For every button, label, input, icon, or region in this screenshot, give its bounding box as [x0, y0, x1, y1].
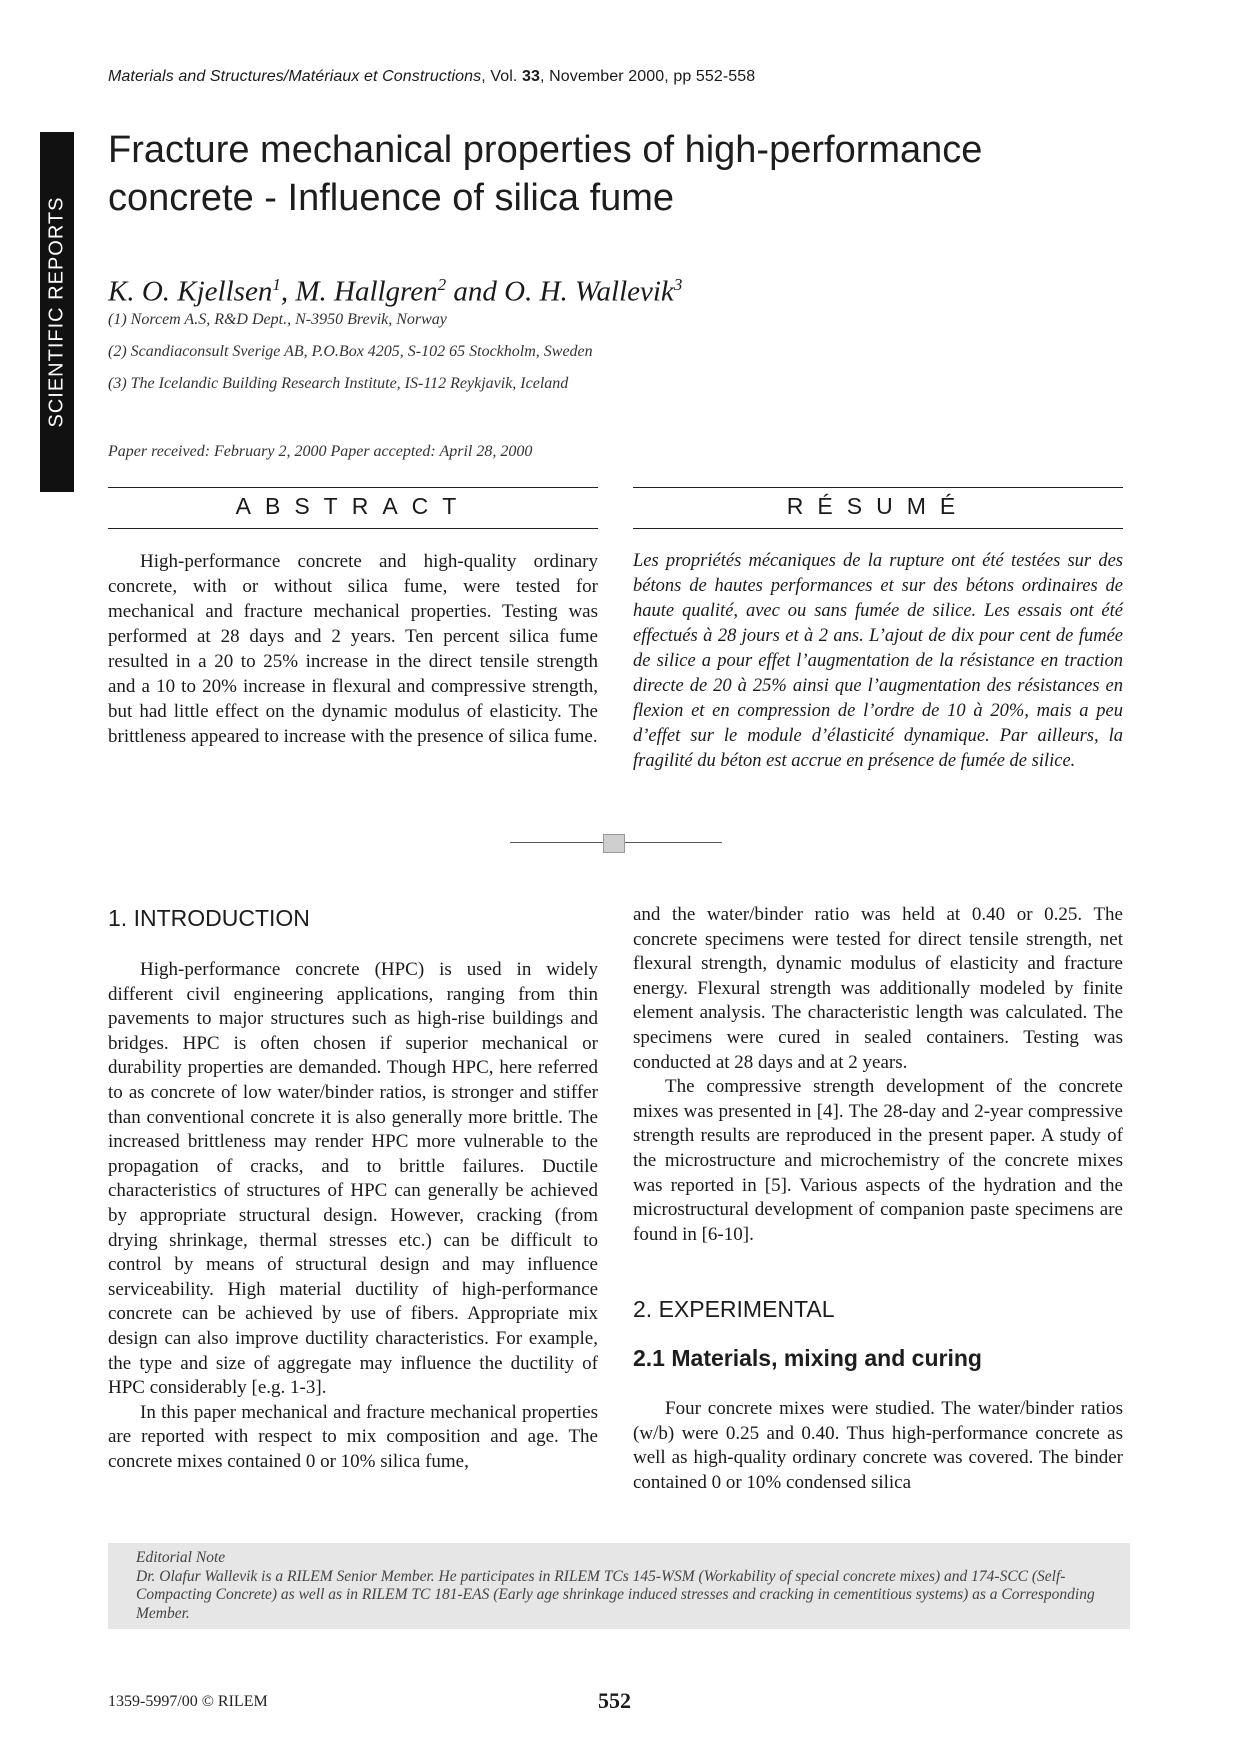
intro-paragraph-2: In this paper mechanical and fracture mechanical properties are reported with respect to mix composition and age. The concrete mixes contained 0 or 10% silica fume,	[108, 1401, 598, 1472]
journal-issue-pages: , November 2000, pp 552-558	[540, 68, 756, 85]
materials-paragraph-1: Four concrete mixes were studied. The water/binder ratios (w/b) were 0.25 and 0.40. Thus high-performance concrete as well as high-quality ordinary concrete was covered. The binder contained 0 or 10% condensed silica	[633, 1398, 1123, 1493]
side-tab-label: SCIENTIFIC REPORTS	[45, 196, 68, 428]
issn-copyright: 1359-5997/00 © RILEM	[108, 1693, 268, 1710]
author-1-mark: 1	[272, 275, 281, 294]
right-column-body	[633, 903, 1123, 1247]
received-accepted-dates: Paper received: February 2, 2000 Paper accepted: April 28, 2000	[108, 443, 533, 460]
journal-volume: 33	[522, 68, 540, 85]
resume-heading: RÉSUMÉ	[786, 493, 970, 519]
materials-body	[633, 1397, 1123, 1495]
affiliation-2: (2) Scandiaconsult Sverige AB, P.O.Box 4205, S-102 65 Stockholm, Sweden	[108, 343, 593, 360]
right-paragraph-2: The compressive strength development of the concrete mixes was presented in [4]. The 28-day and 2-year compressive strength results are reproduced in the present paper. A study of the microstructure and microchemistry of the concrete mixes was reported in [5]. Various aspects of the hydration and the microstructural development of companion paste specimens are found in [6-10].	[633, 1076, 1123, 1245]
author-list	[108, 275, 682, 309]
title-line-2: concrete - Influence of silica fume	[108, 177, 675, 219]
editorial-note-text: Dr. Olafur Wallevik is a RILEM Senior Member. He participates in RILEM TCs 145-WSM (Workability of special concrete mixes) and 174-SCC (Self-Compacting Concrete) as well as in RILEM TC 181-EAS (Early age shrinkage induced stresses and cracking in cementitious systems) as a Corresponding Member.	[136, 1567, 1095, 1622]
right-paragraph-1: and the water/binder ratio was held at 0.40 or 0.25. The concrete specimens were tested for direct tensile strength, net flexural strength, dynamic modulus of elasticity and fracture energy. Flexural strength was additionally modeled by finite element analysis. The characteristic length was calculated. The specimens were cured in sealed containers. Testing was conducted at 28 days and at 2 years.	[633, 904, 1123, 1073]
author-3: and O. H. Wallevik	[446, 275, 674, 308]
intro-paragraph-1: High-performance concrete (HPC) is used in widely different civil engineering applications, ranging from thin pavements to major structures such as high-rise buildings and bridges. HPC is often chosen if superior mechanical or durability properties are demanded. Though HPC, here referred to as concrete of low water/binder ratios, is stronger and stiffer than conventional concrete it is also generally more brittle. The increased brittleness may render HPC more vulnerable to the propagation of cracks, and to brittle failures. Ductile characteristics of structures of HPC can generally be achieved by appropriate structural design. However, cracking (from drying shrinkage, thermal stresses etc.) can be difficult to control by means of structural design and may influence serviceability. High material ductility of high-performance concrete can be achieved by use of fibers. Appropriate mix design can also improve ductility characteristics. For example, the type and size of aggregate may influence the ductility of HPC considerably [e.g. 1-3].	[108, 959, 598, 1399]
journal-name: Materials and Structures/Matériaux et Constructions	[108, 68, 482, 85]
affiliation-1: (1) Norcem A.S, R&D Dept., N-3950 Brevik, Norway	[108, 311, 447, 328]
journal-vol-prefix: , Vol.	[481, 68, 522, 85]
abstract-rule-bottom	[108, 528, 598, 529]
section-side-tab	[40, 132, 74, 492]
journal-header	[108, 68, 755, 86]
introduction-heading: 1. INTRODUCTION	[108, 905, 310, 931]
experimental-heading: 2. EXPERIMENTAL	[633, 1296, 835, 1322]
author-1: K. O. Kjellsen	[108, 275, 273, 308]
abstract-rule-top	[108, 487, 598, 488]
author-2: , M. Hallgren	[280, 275, 438, 308]
affiliation-3: (3) The Icelandic Building Research Institute, IS-112 Reykjavik, Iceland	[108, 375, 569, 392]
introduction-body	[108, 958, 598, 1474]
paper-title	[108, 126, 1108, 222]
abstract-text: High-performance concrete and high-quality ordinary concrete, with or without silica fume, were tested for mechanical and fracture mechanical properties. Testing was performed at 28 days and 2 years. Ten percent silica fume resulted in a 20 to 25% increase in the direct tensile strength and a 10 to 20% increase in flexural and compressive strength, but had little effect on the dynamic modulus of elasticity. The brittleness appeared to increase with the presence of silica fume.	[108, 551, 598, 747]
divider-ornament	[603, 834, 625, 853]
page-number: 552	[598, 1688, 631, 1713]
author-2-mark: 2	[437, 275, 447, 294]
resume-text: Les propriétés mécaniques de la rupture ont été testées sur des bétons de hautes performances et sur des bétons ordinaires de haute qualité, avec ou sans fumée de silice. Les essais ont été effectués à 28 jours et à 2 ans. L’ajout de dix pour cent de fumée de silice a pour effet l’augmentation de la résistance en traction directe de 20 à 25% ainsi que l’augmentation des résistances en flexion et en compression de l’ordre de 10 à 20%, mais a peu d’effet sur le module d’élasticité dynamique. Par ailleurs, la fragilité du béton est accrue en présence de fumée de silice.	[633, 551, 1123, 771]
title-line-1: Fracture mechanical properties of high-performance	[108, 129, 983, 171]
author-3-mark: 3	[673, 275, 683, 294]
abstract-heading: ABSTRACT	[235, 493, 471, 519]
materials-subheading: 2.1 Materials, mixing and curing	[633, 1345, 982, 1371]
editorial-note-box	[108, 1543, 1130, 1629]
editorial-note	[136, 1549, 1116, 1623]
resume-rule-bottom	[633, 528, 1123, 529]
editorial-note-label: Editorial Note	[136, 1549, 226, 1566]
resume-rule-top	[633, 487, 1123, 488]
